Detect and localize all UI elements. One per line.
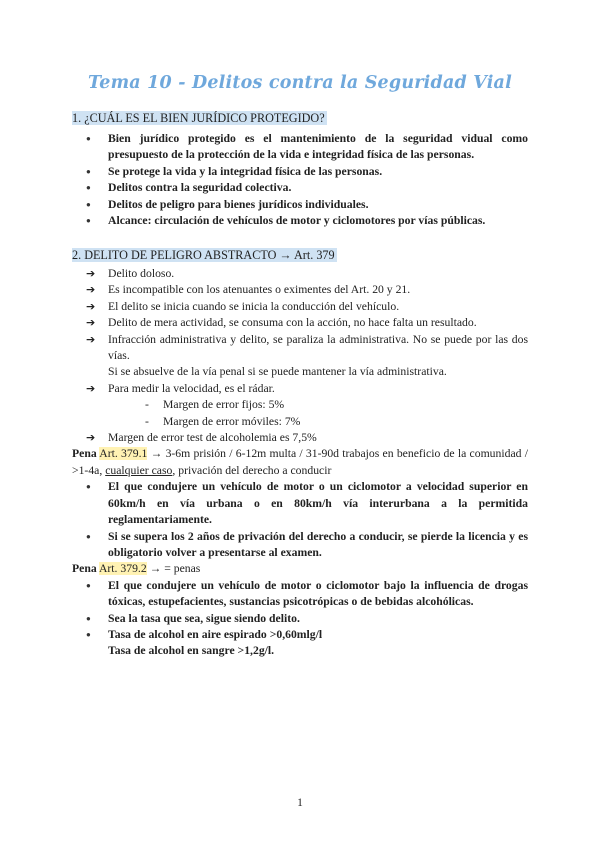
article-reference: Art. 379.1: [99, 447, 148, 461]
pena-label: Pena: [72, 447, 97, 461]
list-item: ➔ Delito de mera actividad, se consuma con la acción, no hace falta un resultado.: [72, 315, 528, 331]
page-number: 1: [297, 797, 303, 809]
list-item: ● El que condujere un vehículo de motor o un ciclomotor a velocidad superior en 60km/h en vía urbana o en 80km/h vía interurbana a la permitida reglamentariamente.: [72, 479, 528, 528]
list-item: ● Si se supera los 2 años de privación del derecho a conducir, se pierde la licencia y es obligatorio volver a presentarse al examen.: [72, 529, 528, 562]
list-item: ● Sea la tasa que sea, sigue siendo delito.: [72, 611, 528, 627]
list-item: ➔ El delito se inicia cuando se inicia la conducción del vehículo.: [72, 299, 528, 315]
right-arrow-icon: ➔: [86, 299, 96, 313]
right-arrow-icon: ➔: [86, 381, 96, 395]
right-arrow-icon: ➔: [86, 267, 96, 280]
section-2-list: [72, 266, 528, 660]
list-item: ● Delitos de peligro para bienes jurídicos individuales.: [72, 197, 528, 213]
pena-label: Pena: [72, 562, 97, 576]
section-1-heading: [72, 111, 327, 126]
list-item: ➔ Es incompatible con los atenuantes o eximentes del Art. 20 y 21.: [72, 282, 528, 298]
right-arrow-icon: ➔: [86, 316, 96, 330]
underlined-text: cualquier caso: [105, 463, 173, 477]
section-2-heading-text: 2. DELITO DE PELIGRO ABSTRACTO → Art. 379: [72, 248, 335, 262]
list-item: ● Delitos contra la seguridad colectiva.: [72, 180, 528, 196]
section-1-heading-text: 1. ¿CUÁL ES EL BIEN JURÍDICO PROTEGIDO?: [72, 111, 325, 125]
list-item-continuation: Si se absuelve de la vía penal si se puede mantener la vía administrativa.: [108, 365, 447, 379]
right-arrow-icon: ➔: [86, 332, 96, 346]
sub-list-item: - Margen de error móviles: 7%: [145, 414, 528, 430]
list-item: ➔ Para medir la velocidad, es el rádar.: [72, 381, 528, 397]
right-arrow-icon: ➔: [86, 431, 96, 445]
section-2-heading: [72, 248, 337, 263]
list-item: ➔ Delito doloso.: [72, 266, 528, 282]
list-item: ● El que condujere un vehículo de motor o ciclomotor bajo la influencia de drogas tóxicas, estupefacientes, sustancias psicotrópicas o de bebidas alcohólicas.: [72, 578, 528, 611]
list-item: ➔ Infracción administrativa y delito, se paraliza la administrativa. No se puede por las dos vías. Si se absuelve de la vía penal si se puede mantener la vía administrativa.: [72, 332, 528, 381]
list-item: ● Tasa de alcohol en aire espirado >0,60mlg/l Tasa de alcohol en sangre >1,2g/l.: [72, 627, 528, 660]
document-title: Tema 10 - Delitos contra la Seguridad Vial: [88, 73, 512, 93]
article-reference: Art. 379.2: [98, 562, 147, 576]
sub-list-item: - Margen de error fijos: 5%: [145, 397, 528, 413]
right-arrow-icon: ➔: [86, 283, 96, 297]
pena-379-1-paragraph: Pena Art. 379.1 → 3-6m prisión / 6-12m multa / 31-90d trabajos en beneficio de la comunidad / >1-4a, cualquier caso, privación del derecho a conducir: [72, 447, 528, 477]
pena-379-2-paragraph: Pena Art. 379.2 → = penas: [72, 562, 201, 576]
list-item: ● Se protege la vida y la integridad física de las personas.: [72, 164, 528, 180]
section-1-list: [72, 131, 528, 229]
list-item-continuation: Tasa de alcohol en sangre >1,2g/l.: [108, 644, 275, 658]
list-item: ● Alcance: circulación de vehículos de motor y ciclomotores por vías públicas.: [72, 213, 528, 229]
list-item: ➔ Margen de error test de alcoholemia es 7,5%: [72, 430, 528, 446]
list-item: ● Bien jurídico protegido es el mantenimiento de la seguridad vidual como presupuesto de la protección de la vida e integridad física de las personas.: [72, 131, 528, 164]
